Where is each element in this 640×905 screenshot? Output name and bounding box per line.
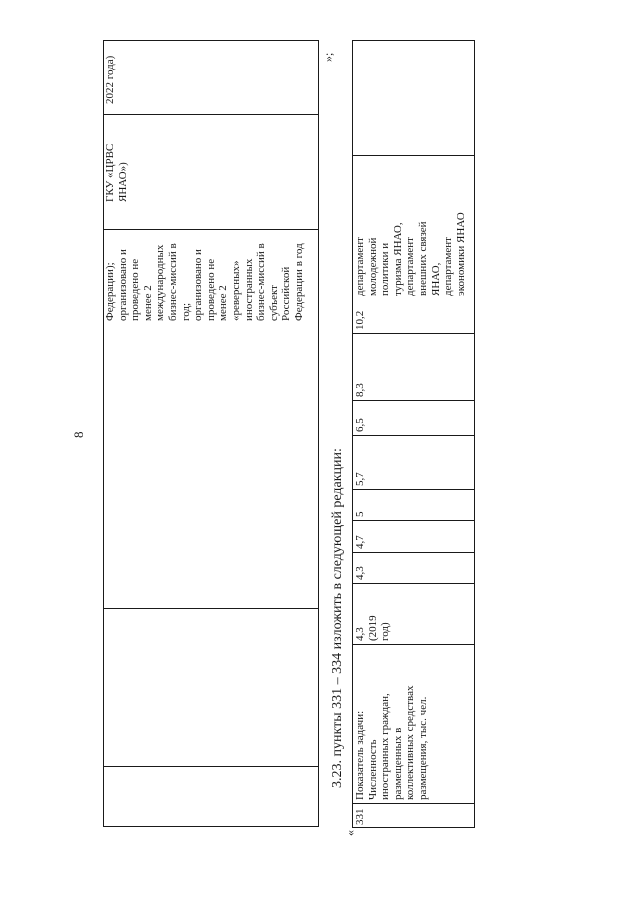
instruction-text: 3.23. пункты 331 – 334 изложить в следующей редакции: bbox=[330, 448, 345, 788]
value-cell: 10,2 bbox=[354, 310, 366, 330]
upper-table-colline bbox=[103, 766, 318, 767]
upper-cell-executor: ГКУ «ЦРВС ЯНАО») bbox=[104, 143, 129, 202]
value-cell: 6,5 bbox=[354, 418, 366, 432]
lower-table-colline bbox=[352, 644, 474, 645]
lower-table-colline bbox=[352, 552, 474, 553]
closing-mark: »; bbox=[321, 52, 335, 62]
upper-table-border bbox=[103, 40, 319, 41]
lower-table-colline bbox=[352, 583, 474, 584]
lower-table-colline bbox=[352, 333, 474, 334]
value-cell: 4,3 bbox=[354, 566, 366, 580]
upper-table-colline bbox=[103, 608, 318, 609]
indicator-cell: Показатель задачи: Численность иностранных граждан, размещенных в коллективных средствах размещения, тыс. чел. bbox=[354, 685, 429, 800]
lower-table-colline bbox=[352, 400, 474, 401]
lower-table-colline bbox=[352, 803, 474, 804]
lower-table-border bbox=[352, 40, 353, 828]
lower-table-colline bbox=[352, 155, 474, 156]
upper-cell-federation: Федерации); организовано и проведено не менее 2 международных бизнес-миссий в год; организовано и проведено не менее 2 «реверсных» иностранных бизнес-миссий в субъект Российской Федерации в год bbox=[104, 243, 305, 321]
executor-cell: департамент молодежной политики и туризма ЯНАО, департамент внешних связей ЯНАО, департамент экономики ЯНАО bbox=[354, 212, 467, 296]
lower-table-colline bbox=[352, 489, 474, 490]
value-cell: 5 bbox=[354, 511, 366, 517]
upper-table-colline bbox=[103, 229, 318, 230]
upper-cell-year: 2022 года) bbox=[104, 55, 116, 104]
lower-table-border bbox=[352, 827, 475, 828]
value-cell: 8,3 bbox=[354, 383, 366, 397]
value-cell: 5,7 bbox=[354, 472, 366, 486]
lower-table-border bbox=[474, 40, 475, 828]
lower-table-colline bbox=[352, 435, 474, 436]
page-number: 8 bbox=[71, 431, 86, 438]
lower-table-border bbox=[352, 40, 475, 41]
upper-table-colline bbox=[103, 114, 318, 115]
value-cell: 4,7 bbox=[354, 535, 366, 549]
row-number: 331 bbox=[354, 808, 366, 825]
upper-table-rowline bbox=[318, 40, 319, 827]
opening-quote: « bbox=[343, 830, 357, 836]
lower-table-colline bbox=[352, 520, 474, 521]
upper-table-border bbox=[103, 826, 319, 827]
base-value-cell: 4,3 (2019 год) bbox=[354, 615, 392, 641]
